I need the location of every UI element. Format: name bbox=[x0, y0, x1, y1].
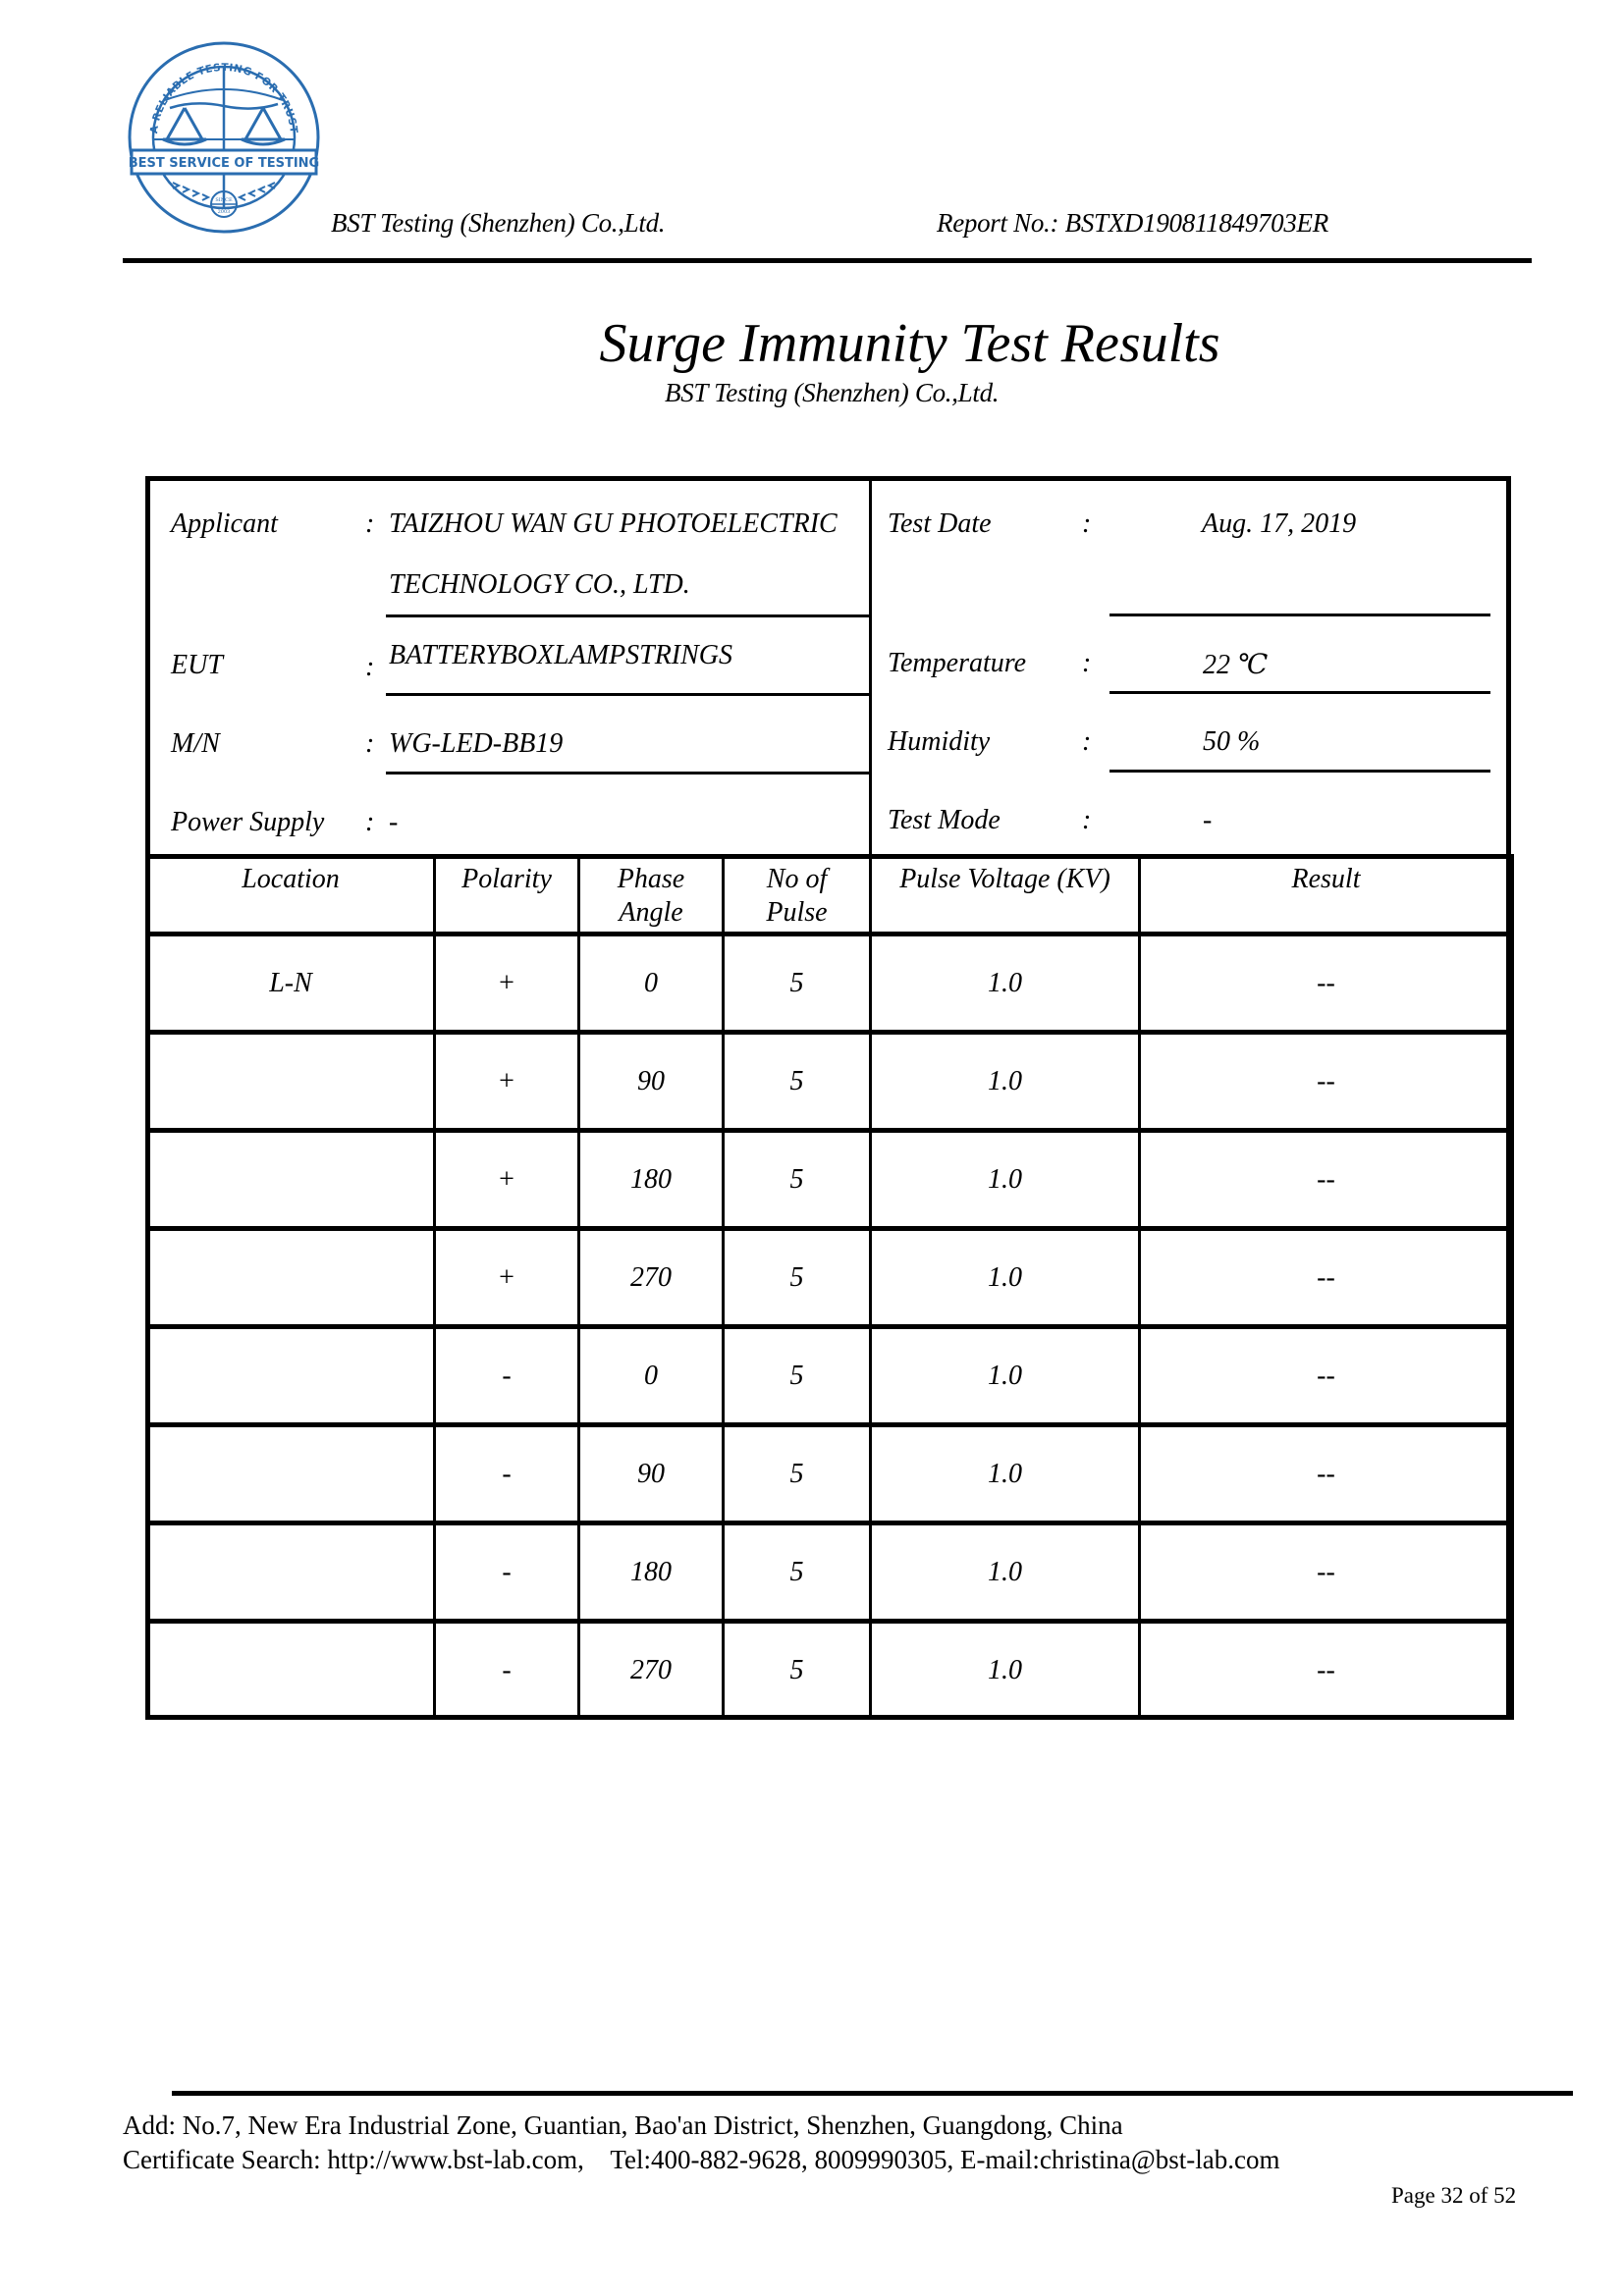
cell-phase-angle: 90 bbox=[579, 1033, 724, 1131]
surge-results-table bbox=[145, 854, 1514, 1720]
applicant-underline bbox=[386, 614, 869, 617]
svg-text:A RELIABLE TESTING FOR TRUST: A RELIABLE TESTING FOR TRUST bbox=[148, 61, 299, 134]
table-row bbox=[147, 1425, 1513, 1523]
page-title: Surge Immunity Test Results bbox=[599, 313, 1220, 374]
col-header-no-of-pulse: No of Pulse bbox=[724, 856, 871, 934]
cell-location bbox=[147, 1523, 435, 1622]
cell-result: -- bbox=[1140, 1523, 1513, 1622]
cell-pulse-voltage: 1.0 bbox=[871, 1327, 1140, 1425]
footer-address: Add: No.7, New Era Industrial Zone, Guantian, Bao'an District, Shenzhen, Guangdong, China bbox=[123, 2110, 1123, 2140]
cell-polarity: + bbox=[435, 1229, 579, 1327]
header-report-number: Report No.: BSTXD190811849703ER bbox=[937, 208, 1328, 238]
table-row bbox=[147, 1033, 1513, 1131]
table-header-row bbox=[147, 856, 1513, 934]
cell-location bbox=[147, 1229, 435, 1327]
cell-no-of-pulse: 5 bbox=[724, 1033, 871, 1131]
col-header-phase-angle: Phase Angle bbox=[579, 856, 724, 934]
mn-label: M/N bbox=[171, 728, 220, 759]
footer-divider bbox=[172, 2091, 1573, 2096]
cell-phase-angle: 270 bbox=[579, 1622, 724, 1719]
svg-text:2003: 2003 bbox=[217, 209, 231, 215]
eut-underline bbox=[386, 693, 869, 696]
test-date-sep: : bbox=[1082, 508, 1092, 539]
cell-polarity: + bbox=[435, 934, 579, 1033]
page-subtitle: BST Testing (Shenzhen) Co.,Ltd. bbox=[665, 378, 1000, 407]
test-mode-label: Test Mode bbox=[888, 805, 1001, 835]
cell-pulse-voltage: 1.0 bbox=[871, 1131, 1140, 1229]
cell-no-of-pulse: 5 bbox=[724, 1523, 871, 1622]
cell-pulse-voltage: 1.0 bbox=[871, 1622, 1140, 1719]
cell-no-of-pulse: 5 bbox=[724, 934, 871, 1033]
mn-sep: : bbox=[365, 728, 375, 759]
cell-no-of-pulse: 5 bbox=[724, 1131, 871, 1229]
cell-result: -- bbox=[1140, 1327, 1513, 1425]
humidity-underline bbox=[1109, 770, 1490, 773]
cell-location bbox=[147, 1131, 435, 1229]
cell-polarity: + bbox=[435, 1033, 579, 1131]
temperature-underline bbox=[1109, 691, 1490, 694]
header-divider bbox=[123, 258, 1532, 263]
power-supply-label: Power Supply bbox=[171, 807, 325, 837]
cell-phase-angle: 180 bbox=[579, 1131, 724, 1229]
cell-location bbox=[147, 1622, 435, 1719]
cell-polarity: + bbox=[435, 1131, 579, 1229]
cell-no-of-pulse: 5 bbox=[724, 1327, 871, 1425]
mn-value: WG-LED-BB19 bbox=[389, 728, 564, 759]
cell-result: -- bbox=[1140, 1229, 1513, 1327]
svg-text:BEST SERVICE OF TESTING: BEST SERVICE OF TESTING bbox=[128, 156, 320, 171]
temperature-sep: : bbox=[1082, 648, 1092, 678]
svg-text:SINCE: SINCE bbox=[215, 197, 233, 203]
temperature-label: Temperature bbox=[888, 648, 1027, 678]
cell-no-of-pulse: 5 bbox=[724, 1229, 871, 1327]
footer-contact: Certificate Search: http://www.bst-lab.com, Tel:400-882-9628, 8009990305, E-mail:christina@bst-lab.com bbox=[123, 2145, 1280, 2174]
table-row bbox=[147, 1131, 1513, 1229]
cell-no-of-pulse: 5 bbox=[724, 1425, 871, 1523]
bst-seal-icon bbox=[126, 39, 322, 236]
test-date-value: Aug. 17, 2019 bbox=[1202, 508, 1357, 539]
page-number: Page 32 of 52 bbox=[1391, 2183, 1517, 2208]
cell-phase-angle: 180 bbox=[579, 1523, 724, 1622]
col-header-polarity: Polarity bbox=[435, 856, 579, 934]
table-row bbox=[147, 1229, 1513, 1327]
cell-pulse-voltage: 1.0 bbox=[871, 1523, 1140, 1622]
applicant-label: Applicant bbox=[171, 508, 278, 539]
cell-location bbox=[147, 1033, 435, 1131]
eut-sep: : bbox=[365, 652, 375, 682]
mn-underline bbox=[386, 772, 869, 774]
cell-polarity: - bbox=[435, 1327, 579, 1425]
cell-phase-angle: 0 bbox=[579, 1327, 724, 1425]
cell-result: -- bbox=[1140, 1033, 1513, 1131]
cell-pulse-voltage: 1.0 bbox=[871, 1425, 1140, 1523]
humidity-label: Humidity bbox=[888, 726, 991, 757]
col-header-pulse-voltage: Pulse Voltage (KV) bbox=[871, 856, 1140, 934]
cell-result: -- bbox=[1140, 1622, 1513, 1719]
test-mode-sep: : bbox=[1082, 805, 1092, 835]
cell-phase-angle: 0 bbox=[579, 934, 724, 1033]
cell-location bbox=[147, 1425, 435, 1523]
eut-label: EUT bbox=[171, 650, 223, 680]
cell-location bbox=[147, 1327, 435, 1425]
applicant-value-line1: TAIZHOU WAN GU PHOTOELECTRIC bbox=[389, 508, 838, 539]
test-mode-value: - bbox=[1203, 805, 1213, 835]
power-supply-value: - bbox=[389, 807, 399, 837]
applicant-sep: : bbox=[365, 508, 375, 539]
cell-location: L-N bbox=[147, 934, 435, 1033]
cell-polarity: - bbox=[435, 1523, 579, 1622]
humidity-value: 50 % bbox=[1203, 726, 1261, 757]
cell-phase-angle: 90 bbox=[579, 1425, 724, 1523]
table-row bbox=[147, 934, 1513, 1033]
power-supply-sep: : bbox=[365, 807, 375, 837]
cell-result: -- bbox=[1140, 1131, 1513, 1229]
temperature-value: 22 ℃ bbox=[1203, 650, 1269, 680]
cell-pulse-voltage: 1.0 bbox=[871, 1229, 1140, 1327]
cell-pulse-voltage: 1.0 bbox=[871, 934, 1140, 1033]
table-row bbox=[147, 1622, 1513, 1719]
col-header-location: Location bbox=[147, 856, 435, 934]
cell-phase-angle: 270 bbox=[579, 1229, 724, 1327]
cell-result: -- bbox=[1140, 934, 1513, 1033]
cell-pulse-voltage: 1.0 bbox=[871, 1033, 1140, 1131]
cell-no-of-pulse: 5 bbox=[724, 1622, 871, 1719]
header-company-name: BST Testing (Shenzhen) Co.,Ltd. bbox=[331, 208, 666, 238]
test-date-underline bbox=[1109, 614, 1490, 616]
table-row bbox=[147, 1327, 1513, 1425]
company-logo bbox=[126, 39, 322, 236]
humidity-sep: : bbox=[1082, 726, 1092, 757]
applicant-value-line2: TECHNOLOGY CO., LTD. bbox=[389, 569, 690, 600]
eut-value: BATTERYBOXLAMPSTRINGS bbox=[389, 640, 733, 670]
col-header-result: Result bbox=[1140, 856, 1513, 934]
info-column-divider bbox=[869, 479, 872, 857]
cell-polarity: - bbox=[435, 1425, 579, 1523]
test-date-label: Test Date bbox=[888, 508, 992, 539]
cell-polarity: - bbox=[435, 1622, 579, 1719]
cell-result: -- bbox=[1140, 1425, 1513, 1523]
table-row bbox=[147, 1523, 1513, 1622]
